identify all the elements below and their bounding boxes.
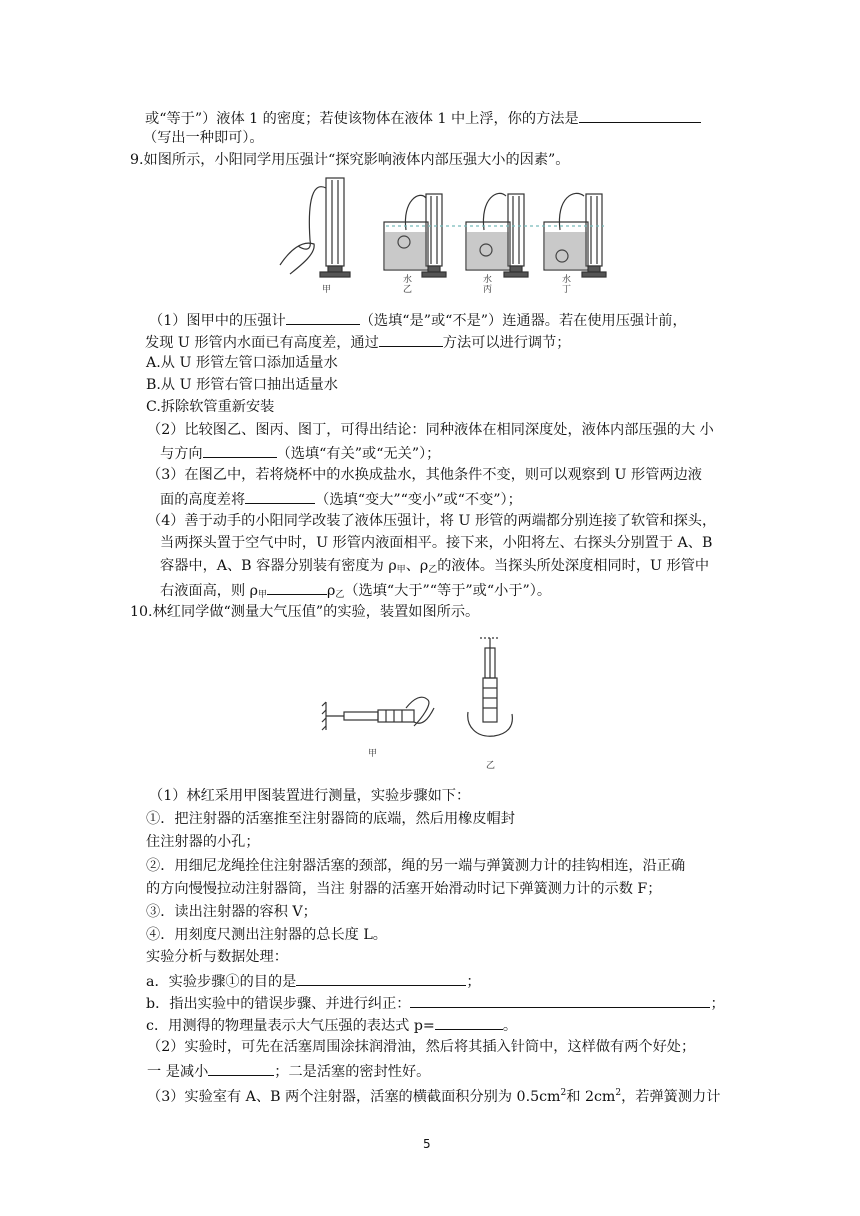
text-line: （1）林红采用甲图装置进行测量，实验步骤如下： [149, 788, 471, 804]
page-number: 5 [423, 1137, 431, 1151]
text: 或“等于”）液体 1 的密度；若使该物体在液体 1 中上浮，你的方法是 [145, 111, 579, 127]
answer-blank[interactable] [286, 309, 360, 325]
text-line: （写出一种即可）。 [143, 130, 264, 146]
figure-label: 甲 [322, 285, 332, 295]
text-line: （4）善于动手的小阳同学改装了液体压强计，将 U 形管的两端都分别连接了软管和探头， [147, 513, 717, 529]
figure-label: 乙 [403, 285, 413, 295]
text-line: c．用测得的物理量表示大气压强的表达式 p= 。 [146, 1014, 517, 1036]
figure-label: 乙 [486, 761, 496, 771]
figure-label: 水 [403, 275, 413, 285]
option-a: A.从 U 形管左管口添加适量水 [146, 355, 338, 371]
text-line: 与方向 （选填“有关”或“无关”）； [160, 442, 440, 464]
figure-label: 水 [562, 275, 572, 285]
step-1-cont: 住注射器的小孔； [146, 834, 260, 850]
answer-blank[interactable] [296, 970, 466, 986]
text-line: 当两探头置于空气中时，U 形管内液面相平。接下来，小阳将左、右探头分别置于 A、B [160, 535, 713, 551]
text-line: 一 是减小 ；二是活塞的密封性好。 [147, 1060, 430, 1082]
figure-syringes [318, 634, 528, 782]
text-line [145, 107, 701, 129]
answer-blank[interactable] [435, 1014, 503, 1030]
step-2: ②．用细尼龙绳拴住注射器活塞的颈部，绳的另一端与弹簧测力计的挂钩相连，沿正确 [146, 858, 686, 874]
answer-blank[interactable] [410, 992, 710, 1008]
step-2-cont: 的方向慢慢拉动注射器筒，当注 射器的活塞开始滑动时记下弹簧测力计的示数 F； [146, 881, 662, 897]
text-line: 右液面高，则 $\rho_甲$ $\rho_乙$（选填“大于”“等于”或“小于”）。 [160, 579, 551, 605]
text-line: （3）实验室有 A、B 两个注射器，活塞的横截面积分别为 $0.5cm^2$和 $2cm^2$，若弹簧测力计 [147, 1088, 721, 1105]
step-3: ③．读出注射器的容积 V； [146, 904, 317, 920]
text-line: 面的高度差将 （选填“变大”“变小”或“不变”）； [160, 488, 522, 510]
figure-label: 水 [483, 275, 493, 285]
answer-blank[interactable] [203, 442, 277, 458]
text-line: 发现 U 形管内水面已有高度差，通过 方法可以进行调节； [145, 331, 571, 353]
option-b: B.从 U 形管右管口抽出适量水 [146, 377, 338, 393]
answer-blank[interactable] [208, 1060, 274, 1076]
text-line: （3）在图乙中，若将烧杯中的水换成盐水，其他条件不变，则可以观察到 U 形管两边液 [147, 467, 702, 483]
pressure-gauges-diagram [270, 170, 610, 300]
figure-pressure-gauges [270, 170, 610, 300]
question-10-stem: 10.林红同学做“测量大气压值”的实验，装置如图所示。 [130, 604, 480, 620]
answer-blank[interactable] [379, 331, 443, 347]
step-1: ①．把注射器的活塞推至注射器筒的底端，然后用橡皮帽封 [146, 811, 515, 827]
answer-blank[interactable] [245, 488, 315, 504]
answer-blank[interactable] [267, 579, 327, 595]
text-line: a．实验步骤①的目的是 ； [146, 970, 481, 992]
figure-label: 丁 [562, 285, 572, 295]
figure-label: 丙 [483, 285, 493, 295]
question-9-stem: 9.如图所示，小阳同学用压强计“探究影响液体内部压强大小的因素”。 [130, 152, 570, 168]
option-c: C.拆除软管重新安装 [146, 399, 275, 415]
answer-blank[interactable] [579, 107, 701, 123]
figure-label: 甲 [368, 749, 378, 759]
step-4: ④．用刻度尺测出注射器的总长度 L。 [146, 927, 387, 943]
text-line: （2）比较图乙、图丙、图丁，可得出结论：同种液体在相同深度处，液体内部压强的大 小 [147, 422, 714, 438]
text-line: 容器中，A、B 容器分别装有密度为 $\rho_甲$、$\rho_乙$的液体。当探头所处深度相同时，U 形管中 [160, 558, 710, 575]
text-line: （1）图甲中的压强计 （选填“是”或“不是”）连通器。若在使用压强计前， [149, 309, 687, 331]
text-line: b．指出实验中的错误步骤、并进行纠正： ； [146, 992, 725, 1014]
text-line: （2）实验时，可先在活塞周围涂抹润滑油，然后将其插入针筒中，这样做有两个好处； [147, 1039, 696, 1055]
syringe-diagram [318, 634, 528, 782]
analysis-heading: 实验分析与数据处理： [146, 949, 288, 965]
